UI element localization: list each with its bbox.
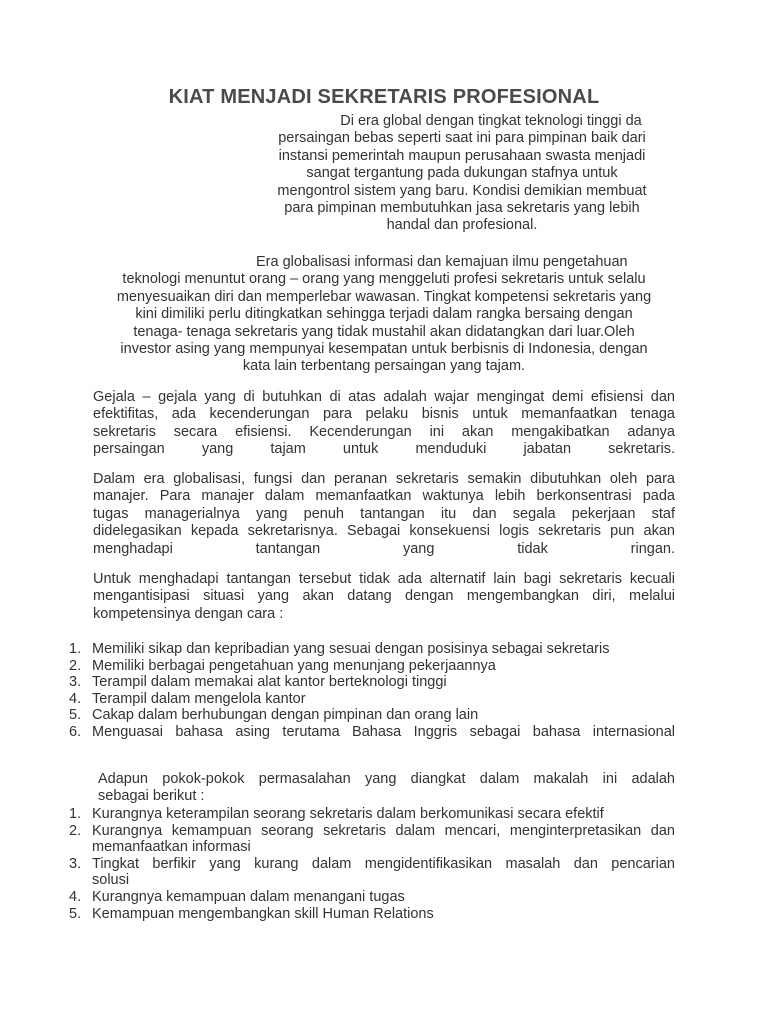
list-number: 3. xyxy=(69,855,82,872)
paragraph-line: menyesuaikan diri dan memperlebar wawasan. Tingkat kompetensi sekretaris yang xyxy=(116,288,652,305)
list-item-text: Terampil dalam mengelola kantor xyxy=(92,690,306,707)
list-item xyxy=(69,707,675,724)
paragraph-line: didelegasikan kepada sekretarisnya. Sebagai konsekuensi logis sekretaris pun akan xyxy=(93,523,675,540)
document-title: KIAT MENJADI SEKRETARIS PROFESIONAL xyxy=(168,86,600,108)
challenge-paragraph xyxy=(93,571,675,623)
list-item xyxy=(69,906,675,923)
list-item xyxy=(69,823,675,856)
list-item-text: Memiliki sikap dan kepribadian yang sesuai dengan posisinya sebagai sekretaris xyxy=(92,641,610,657)
list-number: 1. xyxy=(69,806,82,822)
paragraph-line: investor asing yang mempunyai kesempatan untuk berbisnis di Indonesia, dengan xyxy=(120,341,648,358)
list-item xyxy=(69,856,675,889)
paragraph-line: sebagai berikut : xyxy=(98,788,205,805)
paragraph-line: instansi pemerintah maupun perusahaan swasta menjadi xyxy=(278,147,646,164)
paragraph-line: para pimpinan membutuhkan jasa sekretaris yang lebih xyxy=(284,200,640,217)
list-item-text: Kurangnya kemampuan seorang sekretaris dalam mencari, menginterpretasikan dan xyxy=(92,822,675,839)
paragraph-line: Untuk menghadapi tantangan tersebut tidak ada alternatif lain bagi sekretaris kecuali xyxy=(93,571,675,587)
list-item xyxy=(69,674,675,691)
paragraph-line: persaingan yang tajam untuk menduduki jabatan sekretaris. xyxy=(93,441,675,458)
paragraph-line: Gejala – gejala yang di butuhkan di atas adalah wajar mengingat demi efisiensi dan xyxy=(93,389,675,405)
paragraph-line: persaingan bebas seperti saat ini para pimpinan baik dari xyxy=(278,130,646,147)
list-item xyxy=(69,641,675,658)
problems-list xyxy=(69,806,675,922)
list-item xyxy=(69,724,675,741)
symptoms-paragraph xyxy=(93,389,675,459)
paragraph-line: kompetensinya dengan cara : xyxy=(93,605,284,622)
list-item xyxy=(69,691,675,708)
paragraph-line: manajer. Para manajer dalam memanfaatkan waktunya lebih berkonsentrasi pada xyxy=(93,488,675,505)
list-number: 5. xyxy=(69,905,82,922)
paragraph-line: teknologi menuntut orang – orang yang menggeluti profesi sekretaris untuk selalu xyxy=(122,271,646,288)
list-number: 3. xyxy=(69,674,82,691)
list-number: 2. xyxy=(69,822,82,839)
list-number: 5. xyxy=(69,707,82,724)
list-item-text: Kemampuan mengembangkan skill Human Relations xyxy=(92,905,434,922)
list-item-text: Kurangnya kemampuan dalam menangani tugas xyxy=(92,888,405,905)
list-item xyxy=(69,806,675,823)
intro-paragraph xyxy=(262,113,662,235)
paragraph-line: mengantisipasi situasi yang akan datang dengan mengembangkan diri, melalui xyxy=(93,588,675,605)
list-item-text: Memiliki berbagai pengetahuan yang menunjang pekerjaannya xyxy=(92,657,496,674)
list-item-continuation: solusi xyxy=(92,872,130,889)
paragraph-line: tenaga- tenaga sekretaris yang tidak mustahil akan didatangkan dari luar.Oleh xyxy=(133,323,635,340)
problems-intro-paragraph xyxy=(98,771,675,806)
paragraph-line: Adapun pokok-pokok permasalahan yang diangkat dalam makalah ini adalah xyxy=(98,771,675,787)
globalization-paragraph xyxy=(84,254,684,376)
paragraph-line: sangat tergantung pada dukungan stafnya untuk xyxy=(306,165,618,182)
paragraph-line: Era globalisasi informasi dan kemajuan ilmu pengetahuan xyxy=(256,254,628,270)
paragraph-line: handal dan profesional. xyxy=(386,217,538,234)
role-paragraph xyxy=(93,471,675,558)
list-number: 1. xyxy=(69,641,82,657)
list-item-continuation: memanfaatkan informasi xyxy=(92,839,251,856)
list-number: 6. xyxy=(69,723,82,740)
paragraph-line: Dalam era globalisasi, fungsi dan peranan sekretaris semakin dibutuhkan oleh para xyxy=(93,471,675,487)
paragraph-line: Di era global dengan tingkat teknologi tinggi da xyxy=(340,113,642,129)
list-item xyxy=(69,889,675,906)
paragraph-line: sekretaris secara efisiensi. Kecenderungan ini akan mengakibatkan adanya xyxy=(93,423,675,440)
paragraph-line: menghadapi tantangan yang tidak ringan. xyxy=(93,540,675,557)
paragraph-line: kini dimiliki perlu ditingkatkan sehingga terjadi dalam rangka bersaing dengan xyxy=(135,306,633,323)
list-item-text: Kurangnya keterampilan seorang sekretaris dalam berkomunikasi secara efektif xyxy=(92,806,604,822)
list-item-text: Cakap dalam berhubungan dengan pimpinan dan orang lain xyxy=(92,707,479,724)
list-item-text: Tingkat berfikir yang kurang dalam mengidentifikasikan masalah dan pencarian xyxy=(92,855,675,872)
list-item-text: Menguasai bahasa asing terutama Bahasa Inggris sebagai bahasa internasional xyxy=(92,723,675,740)
list-number: 2. xyxy=(69,657,82,674)
paragraph-line: tugas managerialnya yang penuh tantangan itu dan segala pekerjaan staf xyxy=(93,505,675,522)
list-number: 4. xyxy=(69,690,82,707)
competency-list xyxy=(69,641,675,741)
list-item-text: Terampil dalam memakai alat kantor berteknologi tinggi xyxy=(92,674,447,691)
list-number: 4. xyxy=(69,888,82,905)
paragraph-line: efektifitas, ada kecenderungan para pelaku bisnis untuk memanfaatkan tenaga xyxy=(93,406,675,423)
paragraph-line: kata lain terbentang persaingan yang tajam. xyxy=(242,358,526,375)
list-item xyxy=(69,658,675,675)
paragraph-line: mengontrol sistem yang baru. Kondisi demikian membuat xyxy=(277,182,647,199)
